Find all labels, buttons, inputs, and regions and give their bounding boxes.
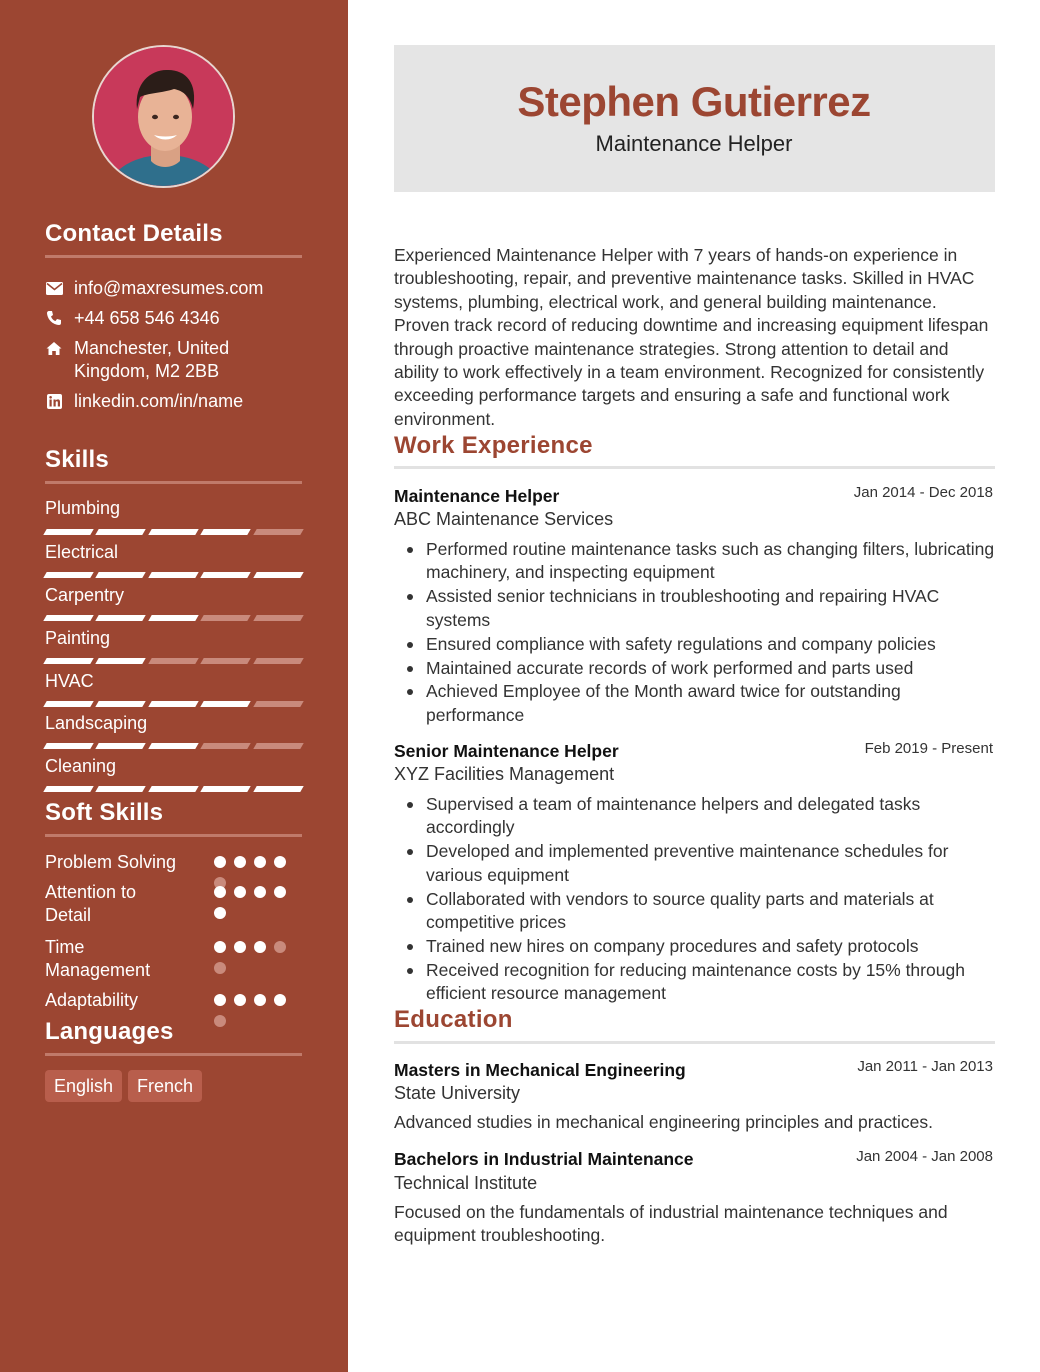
skill-level-segment (200, 743, 251, 749)
skill-level-segment (200, 572, 251, 578)
education-school: Technical Institute (394, 1173, 538, 1193)
skill-level-segment (43, 658, 94, 664)
soft-skill-label: Adaptability (45, 990, 139, 1010)
education-dates: Jan 2011 - Jan 2013 (857, 1058, 993, 1075)
job-bullets (426, 538, 996, 728)
summary: Experienced Maintenance Helper with 7 years of hands-on experience in troubleshooting, repair, and preventive maintenance tasks. Skilled in HVAC systems, plumbing, electrical work, and general building maintenance. Proven track record of reducing downtime and increasing equipment lifespan through proactive maintenance strategies. Strong attention to detail and ability to work effectively in a team environment. Recognized for consistently exceeding performance targets and ensuring a safe and functional work environment. (394, 245, 989, 429)
job-bullet: Received recognition for reducing maintenance costs by 15% through efficient resource management (426, 959, 996, 1006)
contact-phone[interactable] (45, 307, 274, 330)
skill-level-segment (148, 658, 199, 664)
skill-level-segment (43, 572, 94, 578)
rating-dot (214, 941, 226, 953)
skill-level-segment (253, 743, 304, 749)
skill-level-segment (200, 658, 251, 664)
skill-label: Landscaping (45, 713, 148, 733)
skill-level-segment (200, 615, 251, 621)
job-bullet: Trained new hires on company procedures and safety protocols (426, 935, 996, 958)
job-company: ABC Maintenance Services (394, 509, 614, 529)
education-description: Focused on the fundamentals of industrial maintenance techniques and equipment troubleshooting. (394, 1202, 948, 1246)
skill-level-bar (45, 701, 302, 707)
skill-level-segment (200, 529, 251, 535)
work-divider (394, 466, 995, 469)
job-bullets (426, 793, 996, 1006)
education-degree: Bachelors in Industrial Maintenance (394, 1149, 694, 1169)
soft-skills-divider (45, 834, 302, 837)
education-divider (394, 1041, 995, 1044)
rating-dot (234, 856, 246, 868)
skill-level-segment (96, 615, 147, 621)
skill-label: Carpentry (45, 585, 125, 605)
skill-level-segment (148, 786, 199, 792)
skill-level-bar (45, 572, 302, 578)
rating-dot (214, 962, 226, 974)
soft-skills-heading: Soft Skills (45, 799, 164, 826)
main-content (348, 0, 1040, 1372)
phone-icon (45, 309, 63, 327)
skill-level-segment (148, 615, 199, 621)
skill-level-bar (45, 615, 302, 621)
language-pill-english: English (45, 1070, 122, 1102)
soft-skill-label: Time Management (45, 937, 151, 980)
rating-dot (274, 994, 286, 1006)
job-title: Senior Maintenance Helper (394, 741, 619, 761)
education-school: State University (394, 1083, 521, 1103)
job-bullet: Performed routine maintenance tasks such as changing filters, lubricating machinery, and inspecting equipment (426, 538, 996, 585)
rating-dot (214, 856, 226, 868)
education-description: Advanced studies in mechanical engineering principles and practices. (394, 1112, 933, 1132)
languages-divider (45, 1053, 302, 1056)
job-dates: Feb 2019 - Present (864, 740, 993, 757)
rating-dot (254, 941, 266, 953)
job-bullet: Collaborated with vendors to source quality parts and materials at competitive prices (426, 888, 996, 935)
rating-dot (254, 856, 266, 868)
rating-dot (274, 886, 286, 898)
skills-heading: Skills (45, 446, 109, 473)
languages-heading: Languages (45, 1018, 174, 1045)
skill-level-segment (43, 743, 94, 749)
rating-dot (234, 941, 246, 953)
contact-heading: Contact Details (45, 220, 223, 247)
skill-level-segment (253, 786, 304, 792)
rating-dot (214, 907, 226, 919)
skill-level-segment (253, 701, 304, 707)
skill-level-segment (253, 529, 304, 535)
contact-divider (45, 255, 302, 258)
work-heading: Work Experience (394, 432, 593, 459)
job-company: XYZ Facilities Management (394, 764, 615, 784)
rating-dot (274, 856, 286, 868)
contact-email-text: info@maxresumes.com (74, 278, 264, 298)
soft-skill-rating (214, 886, 289, 919)
skill-level-segment (148, 743, 199, 749)
soft-skill-label: Attention to Detail (45, 882, 137, 925)
education-heading: Education (394, 1006, 513, 1033)
rating-dot (254, 994, 266, 1006)
skill-level-segment (200, 701, 251, 707)
soft-skill-rating (214, 856, 289, 889)
rating-dot (214, 994, 226, 1006)
sidebar (0, 0, 348, 1372)
skill-level-segment (148, 572, 199, 578)
job-bullet: Developed and implemented preventive maintenance schedules for various equipment (426, 840, 996, 887)
skill-level-segment (96, 529, 147, 535)
skill-label: HVAC (45, 671, 94, 691)
skill-level-bar (45, 529, 302, 535)
rating-dot (274, 941, 286, 953)
rating-dot (234, 886, 246, 898)
envelope-icon (45, 279, 63, 297)
job-bullet: Maintained accurate records of work performed and parts used (426, 657, 996, 680)
skill-label: Plumbing (45, 498, 121, 518)
job-bullet: Achieved Employee of the Month award twice for outstanding performance (426, 680, 996, 727)
skill-label: Painting (45, 628, 111, 648)
rating-dot (214, 1015, 226, 1027)
rating-dot (214, 886, 226, 898)
skill-level-segment (253, 658, 304, 664)
job-title: Maintenance Helper (394, 486, 560, 506)
skill-level-segment (43, 701, 94, 707)
contact-address (45, 337, 274, 383)
skill-level-bar (45, 786, 302, 792)
skill-level-segment (148, 701, 199, 707)
contact-linkedin-text: linkedin.com/in/name (74, 391, 244, 411)
skill-level-segment (96, 786, 147, 792)
contact-linkedin[interactable] (45, 390, 274, 413)
education-degree: Masters in Mechanical Engineering (394, 1060, 686, 1080)
person-name: Stephen Gutierrez (517, 78, 871, 125)
skill-level-segment (96, 701, 147, 707)
skill-level-segment (96, 572, 147, 578)
skill-level-segment (43, 786, 94, 792)
skill-level-bar (45, 743, 302, 749)
job-bullet: Assisted senior technicians in troubleshooting and repairing HVAC systems (426, 585, 996, 632)
soft-skill-rating (214, 941, 289, 974)
skills-divider (45, 481, 302, 484)
linkedin-icon (45, 392, 63, 410)
home-icon (45, 339, 63, 357)
job-bullet: Supervised a team of maintenance helpers and delegated tasks accordingly (426, 793, 996, 840)
skill-level-segment (43, 529, 94, 535)
job-bullet: Ensured compliance with safety regulations and company policies (426, 633, 996, 656)
avatar (92, 45, 235, 188)
skill-level-segment (96, 743, 147, 749)
skill-label: Electrical (45, 542, 119, 562)
rating-dot (234, 994, 246, 1006)
skill-level-segment (253, 572, 304, 578)
contact-email[interactable] (45, 277, 274, 300)
rating-dot (254, 886, 266, 898)
language-pill-french: French (128, 1070, 202, 1102)
skill-level-segment (96, 658, 147, 664)
skill-level-segment (253, 615, 304, 621)
person-title: Maintenance Helper (595, 131, 793, 156)
skill-level-bar (45, 658, 302, 664)
avatar-portrait (94, 47, 235, 188)
skill-level-segment (43, 615, 94, 621)
skill-label: Cleaning (45, 756, 117, 776)
skill-level-segment (148, 529, 199, 535)
contact-address-text: Manchester, United Kingdom, M2 2BB (74, 338, 230, 381)
soft-skill-label: Problem Solving (45, 852, 177, 872)
job-dates: Jan 2014 - Dec 2018 (853, 484, 993, 501)
soft-skill-rating (214, 994, 289, 1027)
skill-level-segment (200, 786, 251, 792)
education-dates: Jan 2004 - Jan 2008 (856, 1148, 993, 1165)
contact-phone-text: +44 658 546 4346 (74, 308, 220, 328)
